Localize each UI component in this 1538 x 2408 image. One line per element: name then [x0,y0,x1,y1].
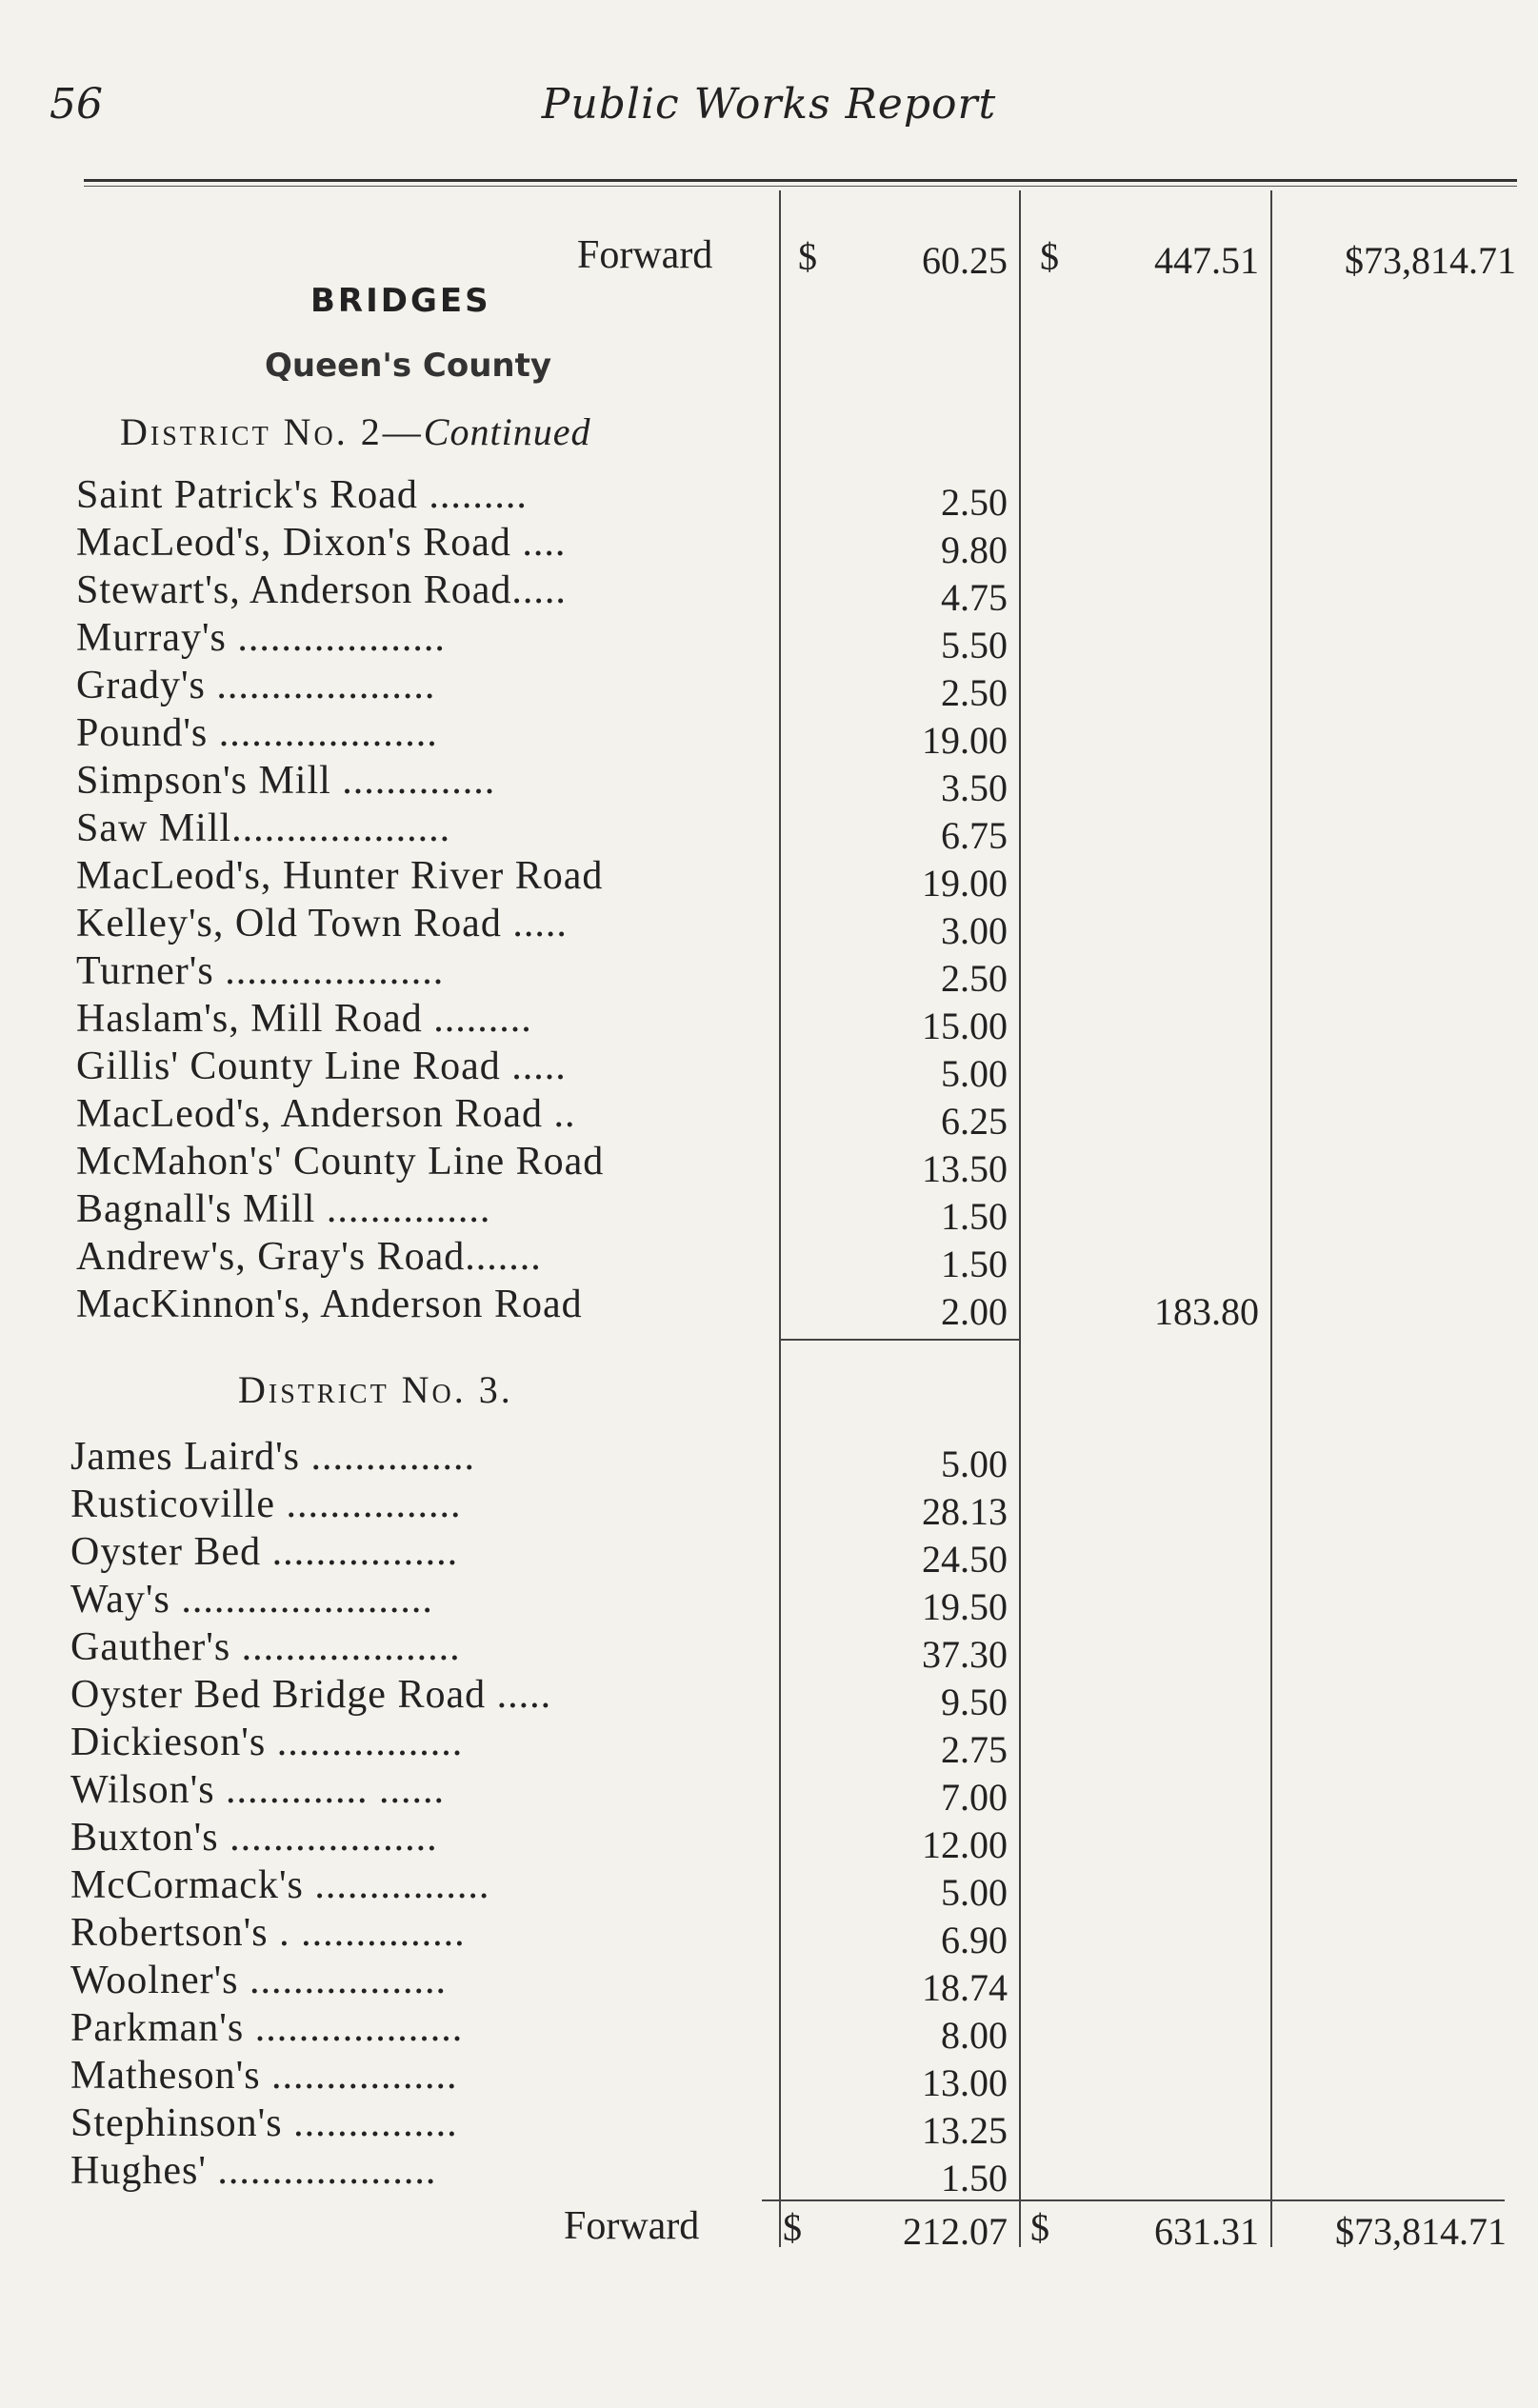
list-item: Andrew's, Gray's Road....... [76,1235,542,1279]
list-item-amount: 24.50 [922,1538,1008,1581]
list-item-amount: 6.25 [941,1100,1008,1143]
list-item: Woolner's .................. [70,1959,447,2002]
forward-bottom-col2-currency: $ [1030,2206,1049,2249]
column-divider-2 [1019,190,1021,2247]
forward-bottom-col3: $73,814.71 [1335,2210,1507,2253]
list-item: Grady's .................... [76,664,436,707]
list-item-amount: 6.90 [941,1919,1008,1961]
totals-rule [762,2199,1505,2201]
district-2-continued: Continued [423,410,591,453]
forward-bottom-col1: 212.07 [903,2210,1008,2253]
section-title: BRIDGES [310,282,491,320]
list-item: McCormack's ................ [70,1863,490,1907]
list-item-amount: 2.00 [941,1290,1008,1333]
list-item: Turner's .................... [76,949,445,993]
list-item: Oyster Bed Bridge Road ..... [70,1673,552,1717]
forward-top-col1: 60.25 [922,239,1008,282]
district-2-rule [779,1339,1019,1341]
list-item: Saint Patrick's Road ......... [76,473,528,517]
list-item: Parkman's ................... [70,2006,464,2050]
header-rule-thin [84,186,1517,187]
list-item: Stephinson's ............... [70,2101,458,2145]
district-2-subtotal: 183.80 [1154,1290,1259,1333]
list-item: Wilson's ............. ...... [70,1768,446,1812]
list-item-amount: 2.50 [941,957,1008,1000]
list-item: Stewart's, Anderson Road..... [76,568,567,612]
forward-label-bottom: Forward [564,2204,700,2248]
page-number: 56 [50,80,103,129]
list-item-amount: 7.00 [941,1776,1008,1819]
list-item-amount: 9.50 [941,1681,1008,1723]
forward-top-col2-currency: $ [1040,235,1059,278]
list-item: Oyster Bed ................. [70,1530,459,1574]
list-item: MacLeod's, Dixon's Road .... [76,521,567,565]
list-item: MacKinnon's, Anderson Road [76,1283,583,1326]
running-title: Public Works Report [541,80,997,129]
list-item-amount: 5.00 [941,1871,1008,1914]
list-item-amount: 8.00 [941,2014,1008,2057]
forward-bottom-col1-currency: $ [783,2206,802,2249]
forward-top-col2: 447.51 [1154,239,1259,282]
list-item-amount: 12.00 [922,1823,1008,1866]
list-item-amount: 13.00 [922,2061,1008,2104]
list-item-amount: 37.30 [922,1633,1008,1676]
list-item-amount: 3.50 [941,766,1008,809]
column-divider-3 [1270,190,1272,2247]
list-item: Dickieson's ................. [70,1721,464,1764]
list-item-amount: 19.50 [922,1585,1008,1628]
header-rule [84,179,1517,182]
list-item: Way's ....................... [70,1578,433,1622]
list-item-amount: 18.74 [922,1966,1008,2009]
list-item: Gauther's .................... [70,1625,461,1669]
list-item-amount: 1.50 [941,1243,1008,1285]
district-3-heading: District No. 3. [238,1368,513,1411]
list-item-amount: 1.50 [941,2157,1008,2199]
list-item: Bagnall's Mill ............... [76,1187,491,1231]
list-item-amount: 15.00 [922,1005,1008,1047]
list-item: Hughes' .................... [70,2149,437,2193]
forward-top-col1-currency: $ [798,235,817,278]
list-item-amount: 6.75 [941,814,1008,857]
forward-top-col3: $73,814.71 [1345,239,1516,282]
list-item-amount: 5.00 [941,1052,1008,1095]
district-2-heading-text: District No. 2— [120,410,424,453]
list-item-amount: 28.13 [922,1490,1008,1533]
list-item: Gillis' County Line Road ..... [76,1045,567,1088]
list-item-amount: 2.50 [941,481,1008,524]
list-item: Robertson's . ............... [70,1911,466,1955]
list-item-amount: 13.25 [922,2109,1008,2152]
list-item: Haslam's, Mill Road ......... [76,997,532,1041]
list-item-amount: 2.50 [941,671,1008,714]
list-item: Simpson's Mill .............. [76,759,496,803]
list-item: Murray's ................... [76,616,446,660]
district-2-heading [120,409,590,454]
list-item-amount: 5.00 [941,1443,1008,1485]
forward-label-top: Forward [577,233,713,277]
list-item: Pound's .................... [76,711,438,755]
list-item: Buxton's ................... [70,1816,438,1860]
list-item-amount: 1.50 [941,1195,1008,1238]
list-item-amount: 19.00 [922,862,1008,905]
list-item-amount: 13.50 [922,1147,1008,1190]
list-item-amount: 2.75 [941,1728,1008,1771]
list-item: Kelley's, Old Town Road ..... [76,902,568,945]
list-item-amount: 5.50 [941,624,1008,667]
list-item: Matheson's ................. [70,2054,458,2098]
list-item: MacLeod's, Anderson Road .. [76,1092,576,1136]
list-item-amount: 4.75 [941,576,1008,619]
list-item-amount: 3.00 [941,909,1008,952]
list-item: Rusticoville ................ [70,1483,462,1526]
forward-bottom-col2: 631.31 [1154,2210,1259,2253]
list-item-amount: 9.80 [941,528,1008,571]
list-item: MacLeod's, Hunter River Road [76,854,604,898]
list-item-amount: 19.00 [922,719,1008,762]
list-item: Saw Mill.................... [76,806,451,850]
list-item: McMahon's' County Line Road [76,1140,605,1184]
county-heading: Queen's County [265,347,552,385]
list-item: James Laird's ............... [70,1435,476,1479]
